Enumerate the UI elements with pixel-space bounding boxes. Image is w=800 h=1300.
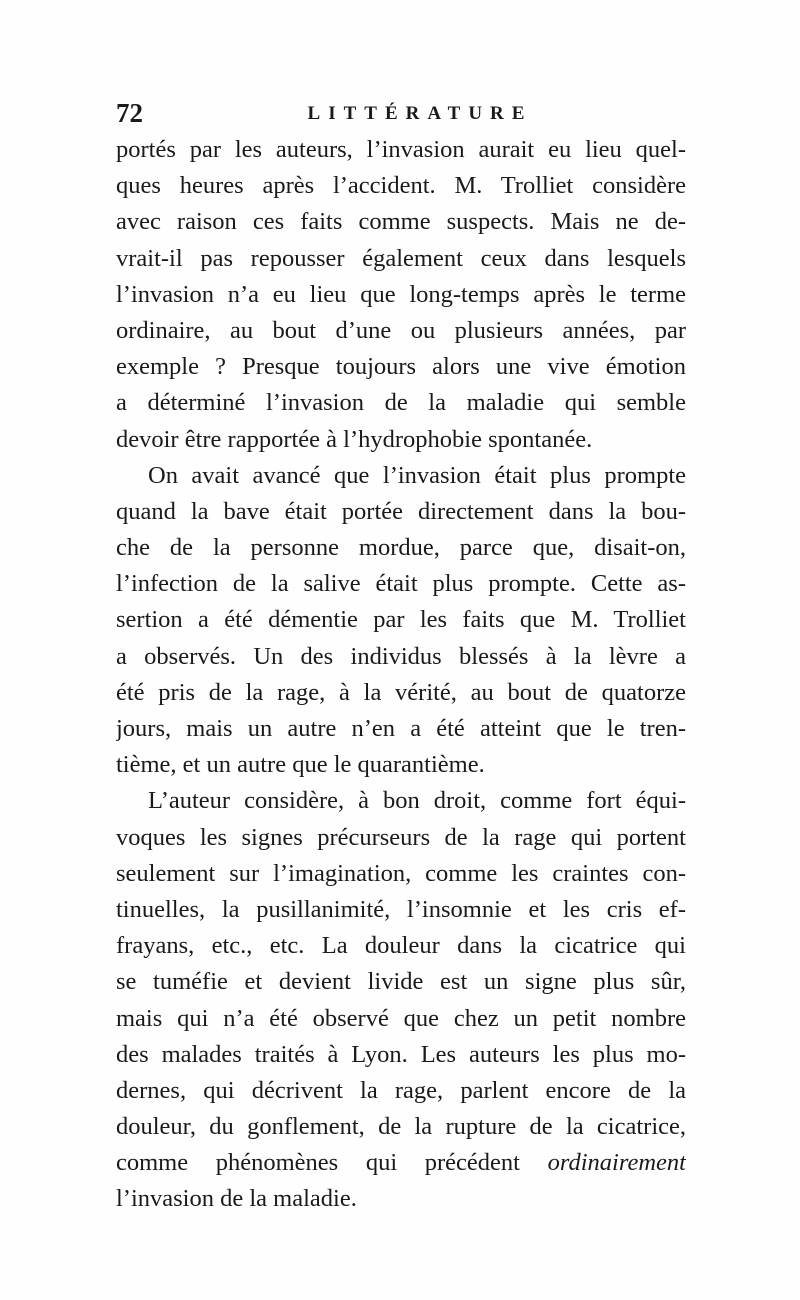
italic-word: ordinairement — [547, 1149, 686, 1177]
text-line: portés par les auteurs, l’invasion aurait eu lieu quel- — [116, 136, 686, 163]
running-title: LITTÉRATURE — [307, 103, 533, 124]
text-line: devoir être rapportée à l’hydrophobie spontanée. — [116, 425, 593, 453]
page-number: 72 — [116, 98, 143, 128]
text-line: vrait-il pas repousser également ceux dans lesquels — [116, 244, 686, 272]
text-line: ques heures après l’accident. M. Trolliet considère — [116, 172, 686, 200]
text-line: jours, mais un autre n’en a été atteint que le tren- — [116, 715, 686, 742]
text-line: été pris de la rage, à la vérité, au bout de quatorze — [116, 678, 686, 706]
paragraph-start-line: On avait avancé que l’invasion était plus prompte — [148, 461, 686, 489]
text-line: l’invasion de la maladie. — [116, 1185, 357, 1213]
text-line: tième, et un autre que le quarantième. — [116, 751, 485, 779]
text-line: voques les signes précurseurs de la rage qui portent — [116, 823, 686, 851]
text-line: che de la personne mordue, parce que, disait-on, — [116, 534, 686, 562]
text-line: exemple ? Presque toujours alors une vive émotion — [116, 353, 686, 381]
text-line-roman-part: comme phénomènes qui précédent — [116, 1149, 520, 1177]
text-line: a déterminé l’invasion de la maladie qui semble — [116, 389, 686, 417]
running-head — [110, 96, 690, 130]
text-line: mais qui n’a été observé que chez un petit nombre — [116, 1004, 686, 1032]
text-line: sertion a été démentie par les faits que M. Trolliet — [116, 606, 686, 634]
text-line: dernes, qui décrivent la rage, parlent encore de la — [116, 1076, 686, 1104]
text-line: seulement sur l’imagination, comme les craintes con- — [116, 859, 686, 887]
text-line: ordinaire, au bout d’une ou plusieurs années, par — [116, 316, 686, 344]
text-line: tinuelles, la pusillanimité, l’insomnie et les cris ef- — [116, 895, 686, 923]
text-line: frayans, etc., etc. La douleur dans la cicatrice qui — [116, 932, 686, 960]
text-line: se tuméfie et devient livide est un signe plus sûr, — [116, 968, 686, 996]
text-line: des malades traités à Lyon. Les auteurs les plus mo- — [116, 1040, 686, 1068]
body-text — [116, 132, 686, 1218]
text-line-with-italic — [116, 1145, 686, 1181]
text-line: douleur, du gonflement, de la rupture de la cicatrice, — [116, 1113, 686, 1141]
text-line: l’infection de la salive était plus prompte. Cette as- — [116, 570, 686, 598]
text-line: a observés. Un des individus blessés à la lèvre a — [116, 642, 686, 670]
text-line: quand la bave était portée directement dans la bou- — [116, 497, 686, 525]
text-line: l’invasion n’a eu lieu que long-temps après le terme — [116, 280, 686, 308]
text-line: avec raison ces faits comme suspects. Mais ne de- — [116, 208, 686, 236]
paragraph-start-line: L’auteur considère, à bon droit, comme fort équi- — [148, 787, 686, 815]
